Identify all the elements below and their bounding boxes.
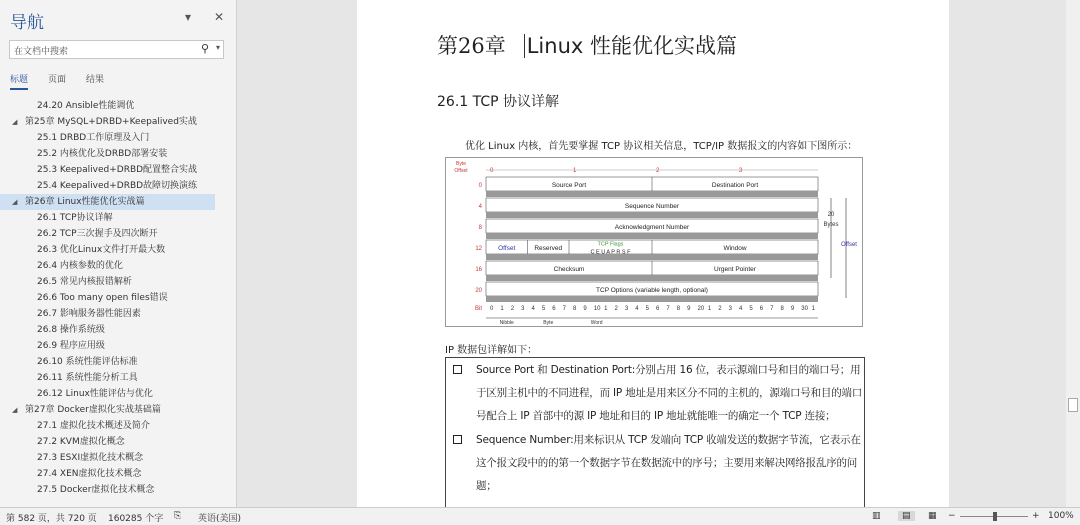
bit-number: 6 [656,306,660,312]
tcp-header-figure [445,157,863,327]
bit-ruler [486,191,818,197]
bit-number: 8 [573,306,577,312]
byte-number: 3 [739,168,743,174]
nav-heading-item[interactable]: 26.3 优化Linux文件打开最大数 [37,245,166,255]
bit-number: 2 [614,306,618,312]
heading-tree [0,98,237,498]
bit-number: 5 [541,306,546,312]
nav-heading-item[interactable]: 25.4 Keepalived+DRBD故障切换演练 [37,181,198,191]
nibble-label: Nibble [499,320,514,326]
word-label: Word [590,320,603,326]
nav-heading-item[interactable]: 26.5 常见内核报错解析 [37,277,132,287]
nav-heading-item[interactable]: 26.10 系统性能评估标准 [37,357,138,367]
web-layout-icon[interactable]: ▦ [928,511,937,521]
zoom-out-button[interactable]: − [948,511,956,521]
ip-heading: IP 数据包详解如下： [445,345,538,356]
field-destination-port: Destination Port [711,182,759,189]
bullet-sequence-number: Sequence Number:用来标识从 TCP 发端向 TCP 收端发送的数据字节流，它表示在 这个报文段中的的第一个数据字节在数据流中的序号；主要用来解决网络报乱序的问 题； [450,429,855,498]
field-offset: Offset [498,245,516,252]
field-tcp-options: TCP Options (variable length, optional) [596,287,708,294]
bit-number: 9 [583,306,587,312]
bit-number: 3 [624,306,629,312]
bullet-box [445,357,865,507]
bit-ruler [486,233,818,239]
byte-number: 0 [490,168,494,174]
bit-ruler [486,212,818,218]
bit-number: 0 [490,306,494,312]
nav-heading-item[interactable]: 27.3 ESXI虚拟化技术概念 [37,453,144,463]
bit-number: 9 [687,306,691,312]
bit-ruler [486,296,818,302]
bit-number: 1 [500,306,504,312]
bit-number: 7 [770,306,774,312]
bullet-icon [453,435,462,444]
field-reserved: Reserved [534,245,563,252]
byte-number: 1 [573,168,577,174]
nav-heading-item[interactable]: 26.2 TCP三次握手及四次断开 [37,229,158,239]
search-input[interactable]: 在文档中搜索 ⚲ ▾ [9,40,224,59]
20-bytes-label: Bytes [823,222,839,228]
collapse-arrow-icon[interactable]: ◢ [12,118,18,126]
zoom-level[interactable]: 100% [1048,511,1074,521]
nav-heading-item[interactable]: 27.5 Docker虚拟化技术概念 [37,485,155,495]
search-icon[interactable]: ⚲ [200,42,209,55]
intro-paragraph: 优化 Linux 内核，首先要掌握 TCP 协议相关信息，TCP/IP 数据报文的内容如下图所示： [465,141,858,152]
nav-heading-item[interactable]: 26.8 操作系统级 [37,325,105,335]
bit-number: 3 [521,306,525,312]
nav-heading-item[interactable]: 26.1 TCP协议详解 [37,213,113,223]
status-bar [0,507,1080,525]
navigation-pane [0,0,237,507]
bit-number: 4 [635,306,639,312]
byte-label: Byte [543,320,554,326]
collapse-arrow-icon[interactable]: ◢ [12,198,18,206]
bit-number: 7 [562,306,566,312]
section-heading: 26.1 TCP 协议详解 [437,94,560,110]
nav-heading-item[interactable]: ◢ 第25章 MySQL+DRBD+Keepalived实战 [0,114,237,130]
read-mode-icon[interactable]: ▥ [872,511,881,521]
bit-ruler [486,254,818,260]
bit-number: 3 [728,306,732,312]
vertical-scrollbar[interactable] [1066,0,1080,507]
field-tcp-flags: TCP Flags [597,241,624,248]
bit-number: 30 [801,306,808,312]
byte-number: 2 [656,168,660,174]
field-flag-letters: C E U A P R S F [590,249,631,256]
bit-number: 2 [510,306,515,312]
bit-number: 9 [790,306,795,312]
nav-heading-item[interactable]: ◢ 第27章 Docker虚拟化实战基础篇 [0,402,237,418]
nav-heading-item[interactable]: 27.2 KVM虚拟化概念 [37,437,125,447]
bit-number: 6 [759,306,764,312]
nav-heading-item[interactable]: 27.1 虚拟化技术概述及简介 [37,421,150,431]
close-icon[interactable]: ✕ [214,10,225,24]
nav-heading-item[interactable]: 26.4 内核参数的优化 [37,261,123,271]
bit-number: 6 [552,306,556,312]
bit-number: 2 [718,306,722,312]
word-count[interactable]: 160285 个字 [108,514,164,524]
nav-heading-item[interactable]: 26.6 Too many open files错误 [37,293,168,303]
nav-heading-item[interactable]: ◢ 第26章 Linux性能优化实战篇 [0,194,215,210]
proofing-icon[interactable]: ⎘ [174,511,182,521]
bit-number: 20 [697,306,705,312]
nav-heading-item[interactable]: 26.7 影响服务器性能因素 [37,309,141,319]
page-count[interactable]: 第 582 页，共 720 页 [6,514,97,524]
zoom-in-button[interactable]: + [1032,511,1040,521]
nav-heading-item[interactable]: 24.20 Ansible性能调优 [37,101,135,111]
print-layout-icon[interactable]: ▤ [898,511,915,521]
field-checksum: Checksum [553,266,585,273]
tab-headings[interactable]: 标题 [10,72,28,90]
chapter-heading: 第26章 Linux 性能优化实战篇 [437,34,737,58]
nav-heading-item[interactable]: 26.9 程序应用级 [37,341,105,351]
language[interactable]: 英语(美国) [198,514,242,524]
offset-number: 4 [478,204,482,210]
offset-number: 12 [475,246,482,252]
bit-number: 5 [645,306,649,312]
field-source-port: Source Port [551,182,587,189]
document-page [357,0,949,507]
bit-number: 1 [811,306,815,312]
bit-number: 5 [749,306,753,312]
field-urgent-pointer: Urgent Pointer [714,266,756,273]
nav-heading-item[interactable]: 25.2 内核优化及DRBD部署安装 [37,149,168,159]
field-window: Window [723,245,747,252]
bullet-source-port: Source Port 和 Destination Port:分别占用 16 位，表示源端口号和目的端口号；用 于区别主机中的不同进程，而 IP 地址是用来区分不同的主机的，源端口号和目的端口 号配合上 IP 首部中的源 IP 地址和目的 IP 地址就能唯一的确定一个 TCP 连接； [450,359,855,428]
byte-offset-label: Offset [454,168,468,174]
20-bytes-label: 20 [827,212,835,218]
nav-heading-item[interactable]: 26.12 Linux性能评估与优化 [37,389,153,399]
chevron-down-icon[interactable]: ▾ [215,43,220,52]
tab-pages[interactable]: 页面 [48,75,67,85]
tab-results[interactable]: 结果 [86,75,105,85]
nav-heading-item[interactable]: 27.4 XEN虚拟化技术概念 [37,469,142,479]
bit-ruler [486,275,818,281]
bit-number: 8 [676,306,681,312]
bit-number: 4 [739,306,743,312]
offset-side-label: Offset [841,242,857,248]
bit-number: 4 [531,306,535,312]
bullet-icon [453,365,462,374]
scroll-thumb[interactable] [1068,398,1078,412]
offset-number: 8 [478,225,482,231]
nav-title: 导航 [10,13,44,33]
nav-heading-item[interactable]: 25.1 DRBD工作原理及入门 [37,133,150,143]
bit-number: 1 [707,306,712,312]
field-ack-number: Acknowledgment Number [614,224,690,231]
bit-number: 10 [593,306,601,312]
pane-options-icon[interactable]: ▾ [185,10,192,24]
bit-number: 7 [666,306,670,312]
bit-number: 8 [780,306,784,312]
bit-number: 1 [604,306,608,312]
offset-number: 20 [475,288,482,294]
collapse-arrow-icon[interactable]: ◢ [12,406,18,414]
byte-offset-label: Byte [455,161,467,167]
offset-number: 0 [478,183,482,189]
nav-heading-item[interactable]: 25.3 Keepalived+DRBD配置整合实战 [37,165,198,175]
bit-label: Bit [474,306,482,312]
field-sequence-number: Sequence Number [624,203,680,210]
offset-number: 16 [475,267,482,273]
zoom-slider-thumb[interactable] [993,512,997,521]
nav-heading-item[interactable]: 26.11 系统性能分析工具 [37,373,138,383]
